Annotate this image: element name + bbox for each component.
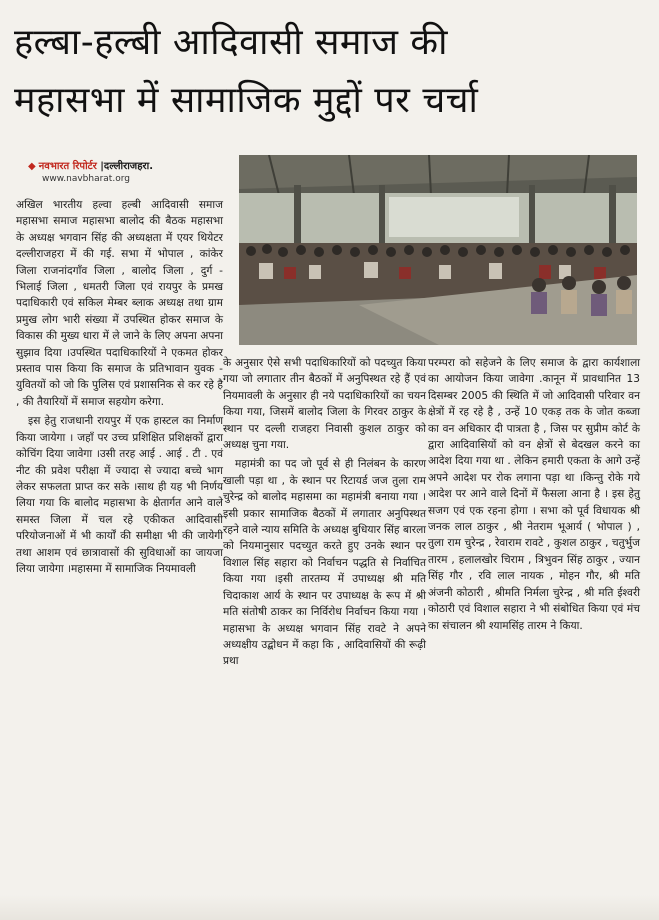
page-bottom-edge	[0, 895, 659, 920]
diamond-icon: ◆	[28, 161, 36, 172]
headline-line-2: महासभा में सामाजिक मुद्दों पर चर्चा	[14, 80, 479, 121]
photo-illustration	[239, 155, 637, 345]
paragraph: के अनुसार ऐसे सभी पदाधिकारियों को पदच्युत किया गया जो लगातार तीन बैठकों में अनुपिस्थत रहे हैं एवं नियमावली के अनुसार ही नये पदाधिकारियों का चयन किया गया, जिसमें बालोद जिला के गिरवर ठाकुर के स्थान पर दल्ली राजहरा निवासी कुशल ठाकुर को अध्यक्ष चुना गया.	[223, 357, 426, 452]
paragraph: महामंत्री का पद जो पूर्व से ही निलंबन के कारण खाली पड़ा था , के स्थान पर रिटायर्ड जज तुला राम चुरेन्द्र को बालोद महासमा का महामंत्री बनाया गया । इसी प्रकार सामाजिक बैठकों में लगातार अनुपिस्थत रहने वाले न्याय समिति के अध्यक्ष बुधियार सिंह बारला को नियमानुसार पदच्युत करते हुए उनके स्थान पर विशाल सिंह सहारा को निर्वाचन पद्धति से निर्वाचित किया गया ।इसी तारतम्य में उपाध्यक्ष श्री मति चिदाकाश आर्य के स्थान पर उपाध्यक्ष के रूप में श्री मति संतोषी ठाकर का निर्विरोध निर्वाचन किया गया । महासभा के अध्यक्ष भगवान सिंह रावटे ने अपने अध्यक्षीय उद्बोधन में कहा कि , आदिवासियों की रूढ़ी प्रथा	[223, 458, 426, 668]
byline-place: |दल्लीराजहरा.	[100, 161, 154, 172]
headline-line-1: हल्बा-हल्बी आदिवासी समाज की	[14, 22, 448, 63]
paragraph: अखिल भारतीय हल्वा हल्बी आदिवासी समाज महासभा समाज महासभा बालोद की बैठक महासभा के अध्यक्ष भगवान सिंह की अध्यक्षता में एयर थियेटर दल्लीराजहरा में की गई. सभा में भोपाल , कांकेर जिला राजनांदगाँव जिला , बालोद जिला , दुर्ग - भिलाई जिला , धमतरी जिला एवं रायपुर के प्रमख पदाधिकारी एवं सकिल मेम्बर ब्लाक अध्यक्ष तथा ग्राम प्रमुख लोग भारी संख्या में उपस्थित होकर समाज के विकास की मुख्य धारा में ले जाने के लिए अपना अपना सुझाव दिया ।उपस्थित पदाधिकारियों ने एकमत होकर प्रस्ताव पास किया कि समाज के प्रतिभावान युवक - युवितयों को जो कि पुलिस एवं प्रशासनिक से कर रहे है , की तैयारियों में समाज सहयोग करेगा.	[16, 199, 223, 408]
article-column-2	[223, 355, 426, 673]
byline	[28, 158, 153, 172]
paragraph: इस हेतु राजधानी रायपुर में एक हास्टल का निर्माण किया जायेगा । जहाँ पर उच्च प्रशिक्षित प्रशिक्षकों द्वारा कोचिंग दिया जावेगा ।उसी तरह आई . आई . टी . एवं नीट की प्रवेश परीक्षा में ज्यादा से ज्यादा बच्चे भाग लेकर सफलता प्राप्त कर सके ।साथ ही यह भी निर्णय लिया गया कि बालोद महासभा के क्षेतार्गत आने वाले समस्त जिला में चल रहे एकीकत आदिवासी परियोजनाओं में भी कार्यों की समीक्षा भी की जायेगी तथा आशम एवं छात्रावासों की सुविधाओं का जायजा लिया जायेगा ।महासमा में सामाजिक नियमावली	[16, 415, 223, 575]
meeting-hall-photo	[239, 155, 637, 345]
article-column-1	[16, 197, 223, 580]
article-column-3	[428, 355, 640, 637]
paragraph: परम्परा को सहेजने के लिए समाज के द्वारा कार्यशाला का आयोजन किया जावेगा .कानून में प्रावधानित 13 दिसम्बर 2005 की स्थिति में जो आदिवासी परिवार वन क्षेत्रों में रह रहे है , उन्हें 10 एकड़ तक के जोत कब्जा का वन अधिकार दी पात्रता है , जिस पर सुप्रीम कोर्ट के द्वारा आदिवासियों को वन क्षेत्रों से बेदखल करने का आदेश दिया गया था . लेकिन हमारी एकता के आगे उन्हें अपने आदेश पर रोक लगाना पड़ा था ।किन्तु रोके गये आदेश पर आने वाले दिनों में फैसला आना है । इस हेतु सजग एवं एक रहना होगा । सभा को पूर्व विधायक श्री जनक लाल ठाकुर , श्री नेतराम भूआर्य ( भोपाल ) , तुला राम चुरेन्द्र , रेवाराम रावटे , कुशल ठाकुर , चतुर्भुज तारम , हलालखोर चिराम , त्रिभुवन सिंह ठाकुर , ज्यान सिंह गौर , रवि लाल नायक , मोहन गौर, श्री मति अंजनी कोठारी , श्रीमति निर्मला चुरेन्द्र , श्री मति ईश्वरी कोठारी एवं विशाल सहारा ने भी संबोधित किया एवं मंच का संचालन श्री श्यामसिंह तारम ने किया.	[428, 357, 640, 632]
byline-website: www.navbharat.org	[42, 174, 130, 184]
headline	[14, 14, 646, 130]
byline-agency: नवभारत रिपोर्टर	[38, 161, 97, 172]
